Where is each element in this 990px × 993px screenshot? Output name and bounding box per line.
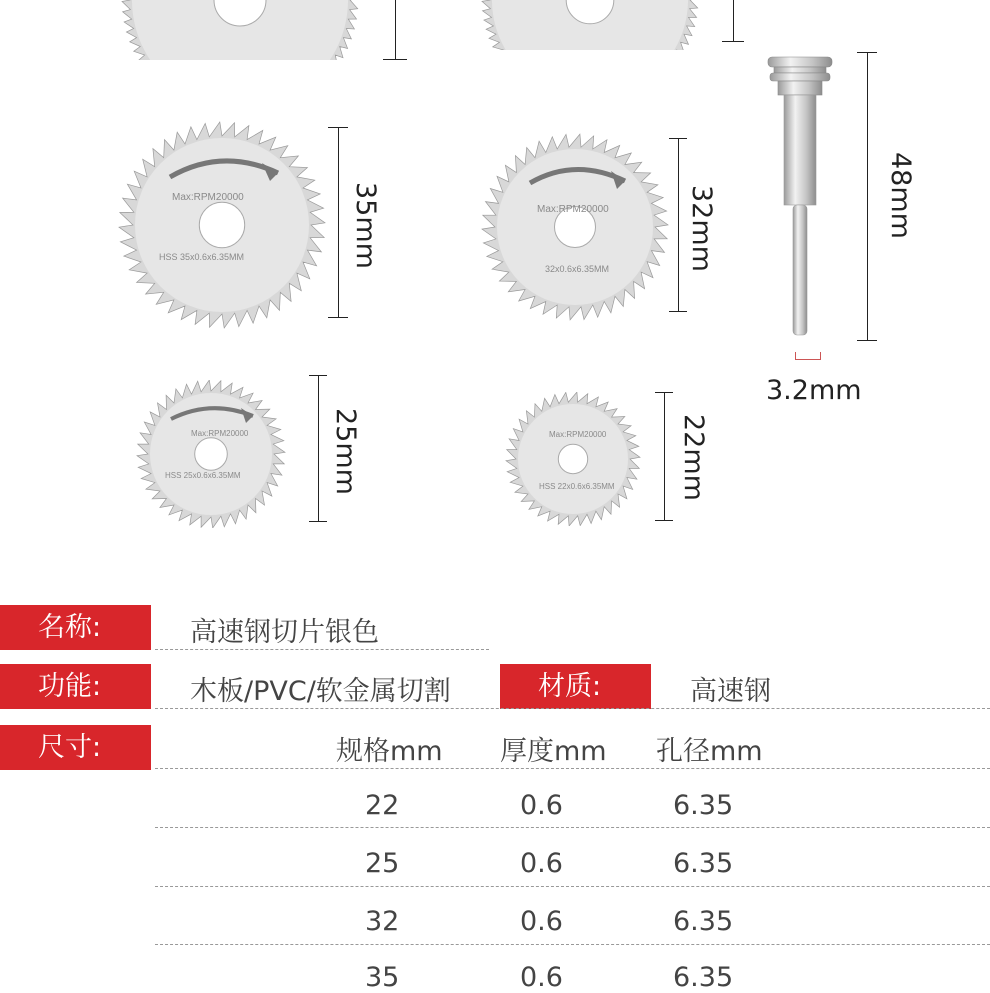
divider [155, 708, 990, 709]
name-value: 高速钢切片银色 [190, 617, 379, 648]
cell-hole: 6.35 [673, 962, 734, 993]
divider [155, 827, 990, 828]
cell-hole: 6.35 [673, 790, 734, 821]
cell-spec: 32 [365, 906, 400, 937]
cell-thickness: 0.6 [520, 790, 563, 821]
dimension-tick [857, 52, 877, 53]
dimension-tick [669, 138, 687, 139]
column-header-thickness: 厚度mm [500, 736, 607, 767]
mandrel-shaft [760, 45, 840, 345]
cell-hole: 6.35 [673, 906, 734, 937]
blade-print: Max:RPM20000 [172, 192, 244, 203]
saw-blade-22mm [500, 392, 646, 526]
dimension-tick [383, 59, 407, 60]
column-header-hole: 孔径mm [656, 736, 763, 767]
cell-spec: 35 [365, 962, 400, 993]
cell-thickness: 0.6 [520, 848, 563, 879]
size-label: 尺寸: [0, 725, 151, 770]
column-header-spec: 规格mm [336, 736, 443, 767]
dimension-tick [309, 375, 327, 376]
saw-blade-35mm [115, 120, 330, 330]
dimension-line-32 [678, 138, 679, 312]
blade-print: HSS 35x0.6x6.35MM [159, 252, 245, 262]
cell-spec: 22 [365, 790, 400, 821]
dimension-tick [655, 392, 673, 393]
dimension-tick [722, 41, 744, 42]
dimension-label-32mm: 32mm [686, 185, 717, 272]
divider [155, 768, 990, 769]
material-label: 材质: [500, 664, 651, 709]
dimension-tick [328, 317, 348, 318]
saw-blade-32mm [478, 132, 673, 322]
dimension-label-22mm: 22mm [678, 414, 709, 501]
dimension-tick [857, 340, 877, 341]
divider [155, 649, 489, 650]
name-label: 名称: [0, 605, 151, 650]
blade-print: Max:RPM20000 [549, 430, 607, 439]
dimension-tick [655, 520, 673, 521]
dimension-line-22 [664, 392, 665, 521]
divider [155, 944, 990, 945]
saw-blade-large-right-partial [470, 0, 710, 50]
dimension-tick [669, 311, 687, 312]
blade-print: HSS 25x0.6x6.35MM [165, 471, 241, 480]
shaft-diameter-marker [795, 352, 821, 360]
saw-blade-25mm [130, 380, 292, 528]
blade-print: HSS 22x0.6x6.35MM [539, 482, 615, 491]
saw-blade-large-left-partial [100, 0, 380, 60]
cell-thickness: 0.6 [520, 962, 563, 993]
dimension-tick [328, 127, 348, 128]
dimension-line-35 [338, 127, 339, 318]
dimension-line-large-left [395, 0, 396, 60]
dimension-line-25 [318, 375, 319, 522]
blade-print: 32x0.6x6.35MM [545, 264, 610, 274]
dimension-label-25mm: 25mm [330, 408, 361, 495]
dimension-label-48mm: 48mm [885, 152, 916, 239]
divider [155, 886, 990, 887]
dimension-label-3-2mm: 3.2mm [766, 375, 862, 406]
dimension-line-48 [867, 52, 868, 341]
function-value: 木板/PVC/软金属切割 [190, 676, 451, 707]
blade-print: Max:RPM20000 [537, 204, 609, 215]
material-value: 高速钢 [690, 676, 771, 707]
cell-thickness: 0.6 [520, 906, 563, 937]
cell-spec: 25 [365, 848, 400, 879]
dimension-line-large-right [733, 0, 734, 42]
dimension-label-35mm: 35mm [350, 182, 381, 269]
blade-print: Max:RPM20000 [191, 429, 249, 438]
dimension-tick [309, 521, 327, 522]
function-label: 功能: [0, 664, 151, 709]
cell-hole: 6.35 [673, 848, 734, 879]
